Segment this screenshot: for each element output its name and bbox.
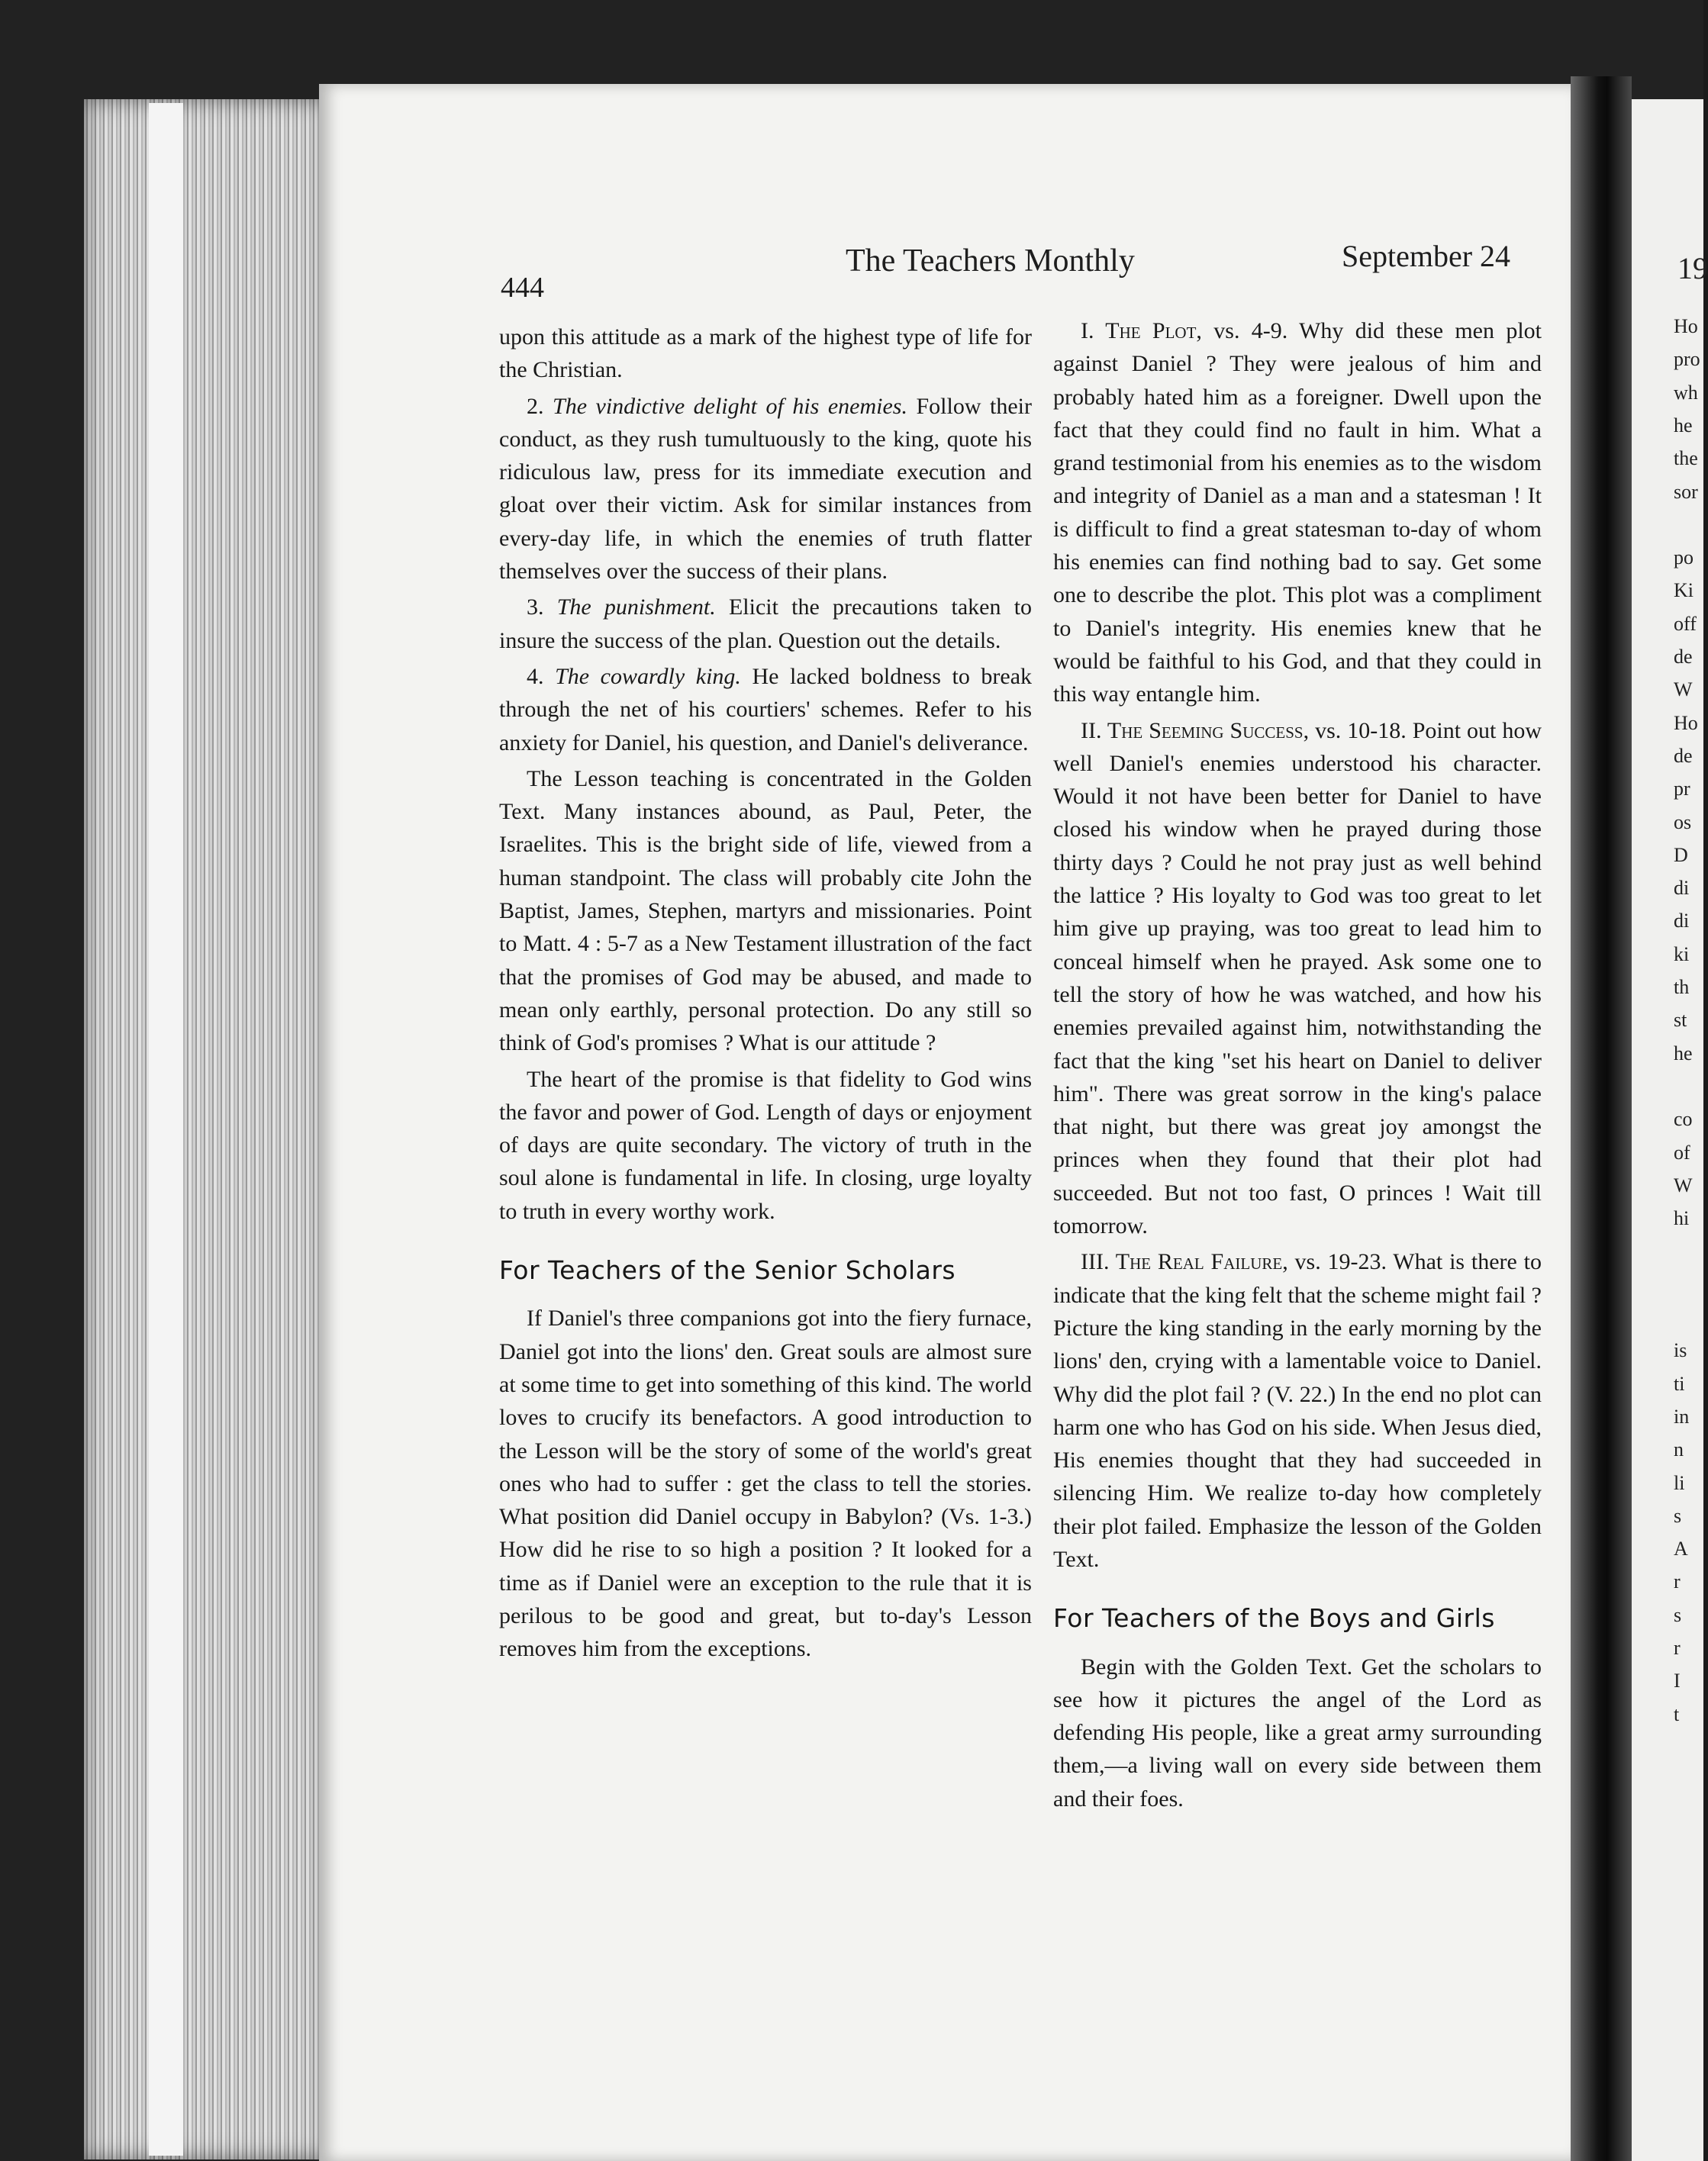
right-column: [1053, 314, 1542, 1818]
facing-page-fragment: po: [1674, 546, 1693, 569]
paragraph-vindictive-delight: [499, 390, 1032, 588]
section-reference: vs. 19-23.: [1294, 1249, 1387, 1275]
facing-page-fragment: he: [1674, 1042, 1693, 1064]
left-column: [499, 320, 1032, 1669]
item-text: Follow their conduct, as they rush tumultuously to the king, quote his ridiculous law, press for its immediate execution and gloat over their victim. Ask for similar instances from every-day life, in which the enemies of truth flatter themselves over the success of their plans.: [499, 393, 1033, 585]
facing-page-fragment: di: [1674, 877, 1690, 900]
page-number: 444: [501, 272, 544, 304]
facing-page-edge: [1632, 99, 1708, 2161]
journal-title: The Teachers Monthly: [846, 243, 1135, 279]
facing-page-fragment: wh: [1674, 381, 1698, 404]
facing-page-fragment: st: [1674, 1009, 1687, 1032]
paragraph-boys-and-girls: Begin with the Golden Text. Get the scholars to see how it pictures the angel of the Lord as defending His people, like a great army surrounding them,—a living wall on every side between them and their foes.: [1053, 1654, 1542, 1812]
section-seeming-success: [1053, 714, 1542, 1243]
page-edge-highlight: [149, 103, 183, 2156]
paragraph-senior-scholars: If Daniel's three companions got into the fiery furnace, Daniel got into the lions' den. Great souls are almost sure at some time to get into something of this kind. The world loves to crucify its benefactors. A good introduction to the Lesson will be the story of some of the world's great ones who had to suffer : get the class to tell the stories. What position did Daniel occupy in Babylon? (Vs. 1-3.) How did he rise to so high a position ? It looked for a time as if Daniel were an exception to the rule that it is perilous to be good and great, but to-day's Lesson removes him from the exceptions.: [499, 1306, 1032, 1662]
section-text: What is there to indicate that the king felt that the scheme might fail ? Picture the king standing in the early morning by the lions' den, crying with a lamentable voice to Daniel. Why did the plot fail ? (V. 22.) In the end no plot can harm one who has God on his side. When Jesus died, His enemies thought that they had succeeded in silencing Him. We realize to-day how completely their plot failed. Emphasize the lesson of the Golden Text.: [1053, 1249, 1542, 1572]
item-title: The vindictive delight of his enemies.: [553, 393, 907, 419]
facing-page-fragment: off: [1674, 612, 1697, 635]
item-number: 2.: [527, 393, 544, 419]
paragraph-attitude: upon this attitude as a mark of the highest type of life for the Christian.: [499, 324, 1032, 383]
facing-page-fragment: di: [1674, 910, 1690, 932]
facing-page-fragment: r: [1674, 1570, 1681, 1593]
facing-page-fragment: he: [1674, 414, 1693, 436]
facing-page-fragment: de: [1674, 646, 1693, 668]
facing-page-fragment: li: [1674, 1471, 1685, 1494]
facing-page-fragment: s: [1674, 1504, 1682, 1527]
facing-page-fragment: W: [1674, 1174, 1693, 1196]
paragraph-punishment: [499, 591, 1032, 657]
facing-page-fragment: Ho: [1674, 315, 1698, 337]
facing-page-fragment: co: [1674, 1108, 1693, 1131]
paragraph-cowardly-king: [499, 660, 1032, 759]
facing-page-fragment: os: [1674, 810, 1692, 833]
item-text: He lacked boldness to break through the net of his courtiers' schemes. Refer to his anxiety for Daniel, his question, and Daniel's deliverance.: [499, 663, 1033, 755]
section-reference: vs. 10-18.: [1315, 717, 1407, 743]
facing-page-fragment: Ho: [1674, 711, 1698, 734]
facing-page-year: 19: [1677, 251, 1708, 285]
facing-page-fragment: Ki: [1674, 579, 1693, 602]
facing-page-fragment: de: [1674, 744, 1693, 767]
section-label: I. The Plot,: [1081, 318, 1202, 343]
item-number: 4.: [527, 663, 544, 689]
item-title: The punishment.: [556, 594, 716, 620]
facing-page-fragment: hi: [1674, 1207, 1690, 1230]
section-label: III. The Real Failure,: [1081, 1249, 1288, 1275]
section-real-failure: [1053, 1245, 1542, 1576]
facing-page-fragment: in: [1674, 1405, 1690, 1428]
page-edges: [84, 99, 328, 2159]
facing-page-fragment: is: [1674, 1339, 1687, 1362]
book-gutter: [1571, 76, 1632, 2161]
facing-page-fragment: ti: [1674, 1372, 1685, 1395]
facing-page-fragment: pro: [1674, 348, 1700, 371]
heading-senior-scholars: For Teachers of the Senior Scholars: [499, 1255, 956, 1286]
facing-page-fragment: the: [1674, 447, 1698, 470]
facing-page-fragment: D: [1674, 843, 1688, 866]
issue-date: September 24: [1342, 239, 1511, 273]
facing-page-fragment: W: [1674, 678, 1693, 701]
item-text: Elicit the precautions taken to insure the success of the plan. Question out the details.: [499, 594, 1033, 653]
section-text: Why did these men plot against Daniel ? They were jealous of him and probably hated him as a foreigner. Dwell upon the fact that they could find no fault in him. What a grand testimonial from his enemies as to the wisdom and integrity of Daniel as a man and a statesman ! It is difficult to find a great statesman to-day of whom his enemies can find nothing bad to say. Get some one to describe the plot. This plot was a compliment to Daniel's integrity. His enemies knew that he would be faithful to his God, and that they could in this way entangle him.: [1053, 318, 1542, 707]
item-number: 3.: [527, 594, 544, 620]
facing-page-fragment: s: [1674, 1603, 1682, 1626]
section-the-plot: [1053, 314, 1542, 711]
facing-page-fragment: of: [1674, 1141, 1690, 1164]
section-reference: vs. 4-9.: [1213, 318, 1288, 343]
facing-page-fragment: pr: [1674, 778, 1690, 800]
facing-page-fragment: th: [1674, 976, 1690, 998]
facing-page-fragment: t: [1674, 1702, 1680, 1725]
section-label: II. The Seeming Success,: [1081, 717, 1310, 743]
section-text: Point out how well Daniel's enemies understood his character. Would it not have been better for Daniel to have closed his window when he prayed during those thirty days ? Could he not pray just as well behind the lattice ? His loyalty to God was too great to let him give up praying, was too great to lead him to conceal himself when he prayed. Ask some one to tell the story of how he was watched, and how his enemies prevailed against him, notwithstanding the fact that the king "set his heart on Daniel to deliver him". There was great sorrow in the king's palace that night, but there was great joy amongst the princes when they found that their plot had succeeded. But not too fast, O princes ! Wait till tomorrow.: [1053, 717, 1542, 1239]
paragraph-lesson-teaching: The Lesson teaching is concentrated in the Golden Text. Many instances abound, as Paul, Peter, the Israelites. This is the bright side of life, viewed from a human standpoint. The class will probably cite John the Baptist, James, Stephen, martyrs and missionaries. Point to Matt. 4 : 5-7 as a New Testament illustration of the fact that the promises of God may be abused, and made to mean only earthly, personal protection. Do any still so think of God's promises ? What is our attitude ?: [499, 765, 1032, 1056]
facing-page-fragment: n: [1674, 1438, 1684, 1461]
facing-page-fragment: I: [1674, 1670, 1681, 1692]
paragraph-heart-of-promise: The heart of the promise is that fidelity to God wins the favor and power of God. Length of days or enjoyment of days are quite secondary. The victory of truth in the soul alone is fundamental in life. In closing, urge loyalty to truth in every worthy work.: [499, 1066, 1032, 1224]
item-title: The cowardly king.: [555, 663, 741, 689]
facing-page-fragment: sor: [1674, 480, 1698, 503]
facing-page-fragment: r: [1674, 1637, 1681, 1659]
facing-page-fragment: ki: [1674, 942, 1690, 965]
heading-boys-and-girls: For Teachers of the Boys and Girls: [1053, 1603, 1495, 1634]
facing-page-fragment: A: [1674, 1538, 1688, 1560]
